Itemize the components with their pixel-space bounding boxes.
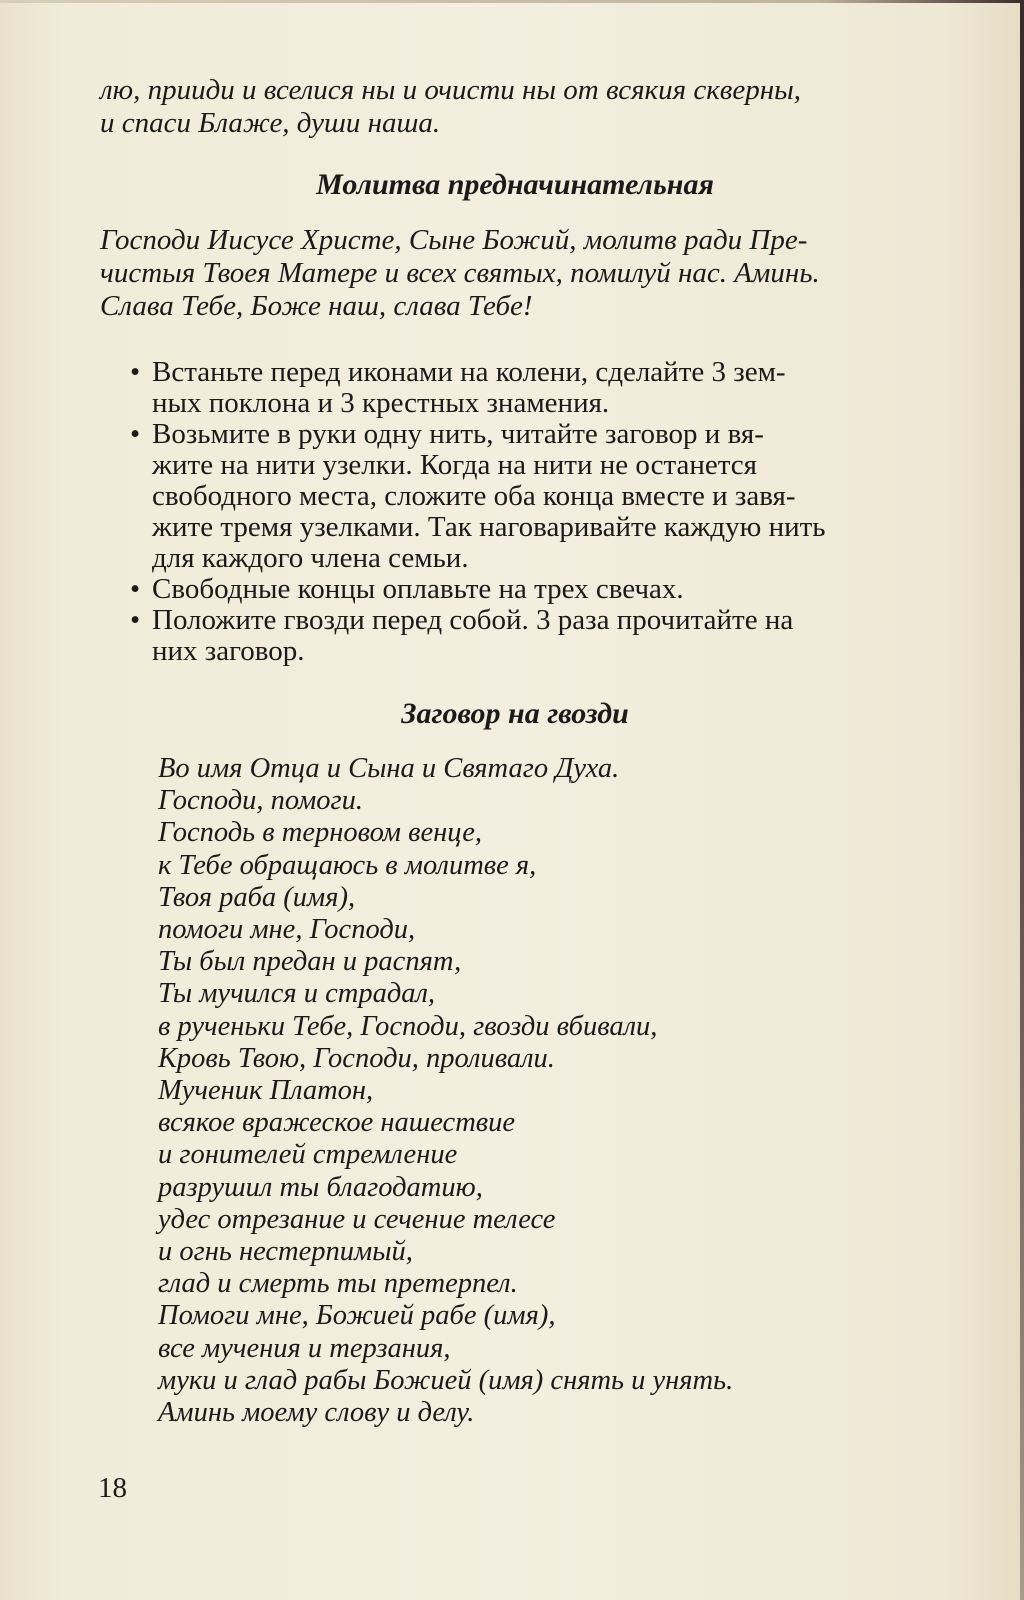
intro-paragraph	[100, 74, 930, 140]
verse-line: и огнь нестерпимый,	[158, 1236, 413, 1268]
heading-spell: Заговор на гвозди	[401, 697, 629, 730]
text-line: лю, прииди и вселися ны и очисти ны от всякия скверны,	[100, 74, 802, 106]
instruction-item	[100, 605, 930, 667]
verse-line: Во имя Отца и Сына и Святаго Духа.	[158, 753, 620, 784]
bullet-icon: •	[130, 418, 141, 450]
verse-line: в рученьки Тебе, Господи, гвозди вбивали,	[158, 1010, 658, 1042]
verse-line: и гонителей стремление	[158, 1139, 458, 1171]
page-content	[100, 74, 930, 1429]
verse-line: удес отрезание и сечение телесе	[158, 1203, 556, 1235]
text-line: Возьмите в руки одну нить, читайте заговор и вя-	[152, 418, 764, 450]
verse-line: помоги мне, Господи,	[158, 914, 416, 946]
prayer-paragraph	[100, 224, 930, 323]
verse-line: глад и смерть ты претерпел.	[158, 1268, 518, 1300]
instruction-item	[100, 574, 930, 605]
text-line: Слава Тебе, Боже наш, слава Тебе!	[100, 290, 533, 322]
text-line: жите тремя узелками. Так наговаривайте каждую нить	[152, 511, 826, 543]
verse-line: все мучения и терзания,	[158, 1332, 451, 1364]
spell-verse	[158, 753, 930, 1429]
text-line: жите на нити узелки. Когда на нити не останется	[152, 449, 757, 481]
verse-line: Ты был предан и распят,	[158, 946, 462, 978]
page-number: 18	[98, 1472, 127, 1504]
verse-line: Кровь Твою, Господи, проливали.	[158, 1042, 555, 1074]
verse-line: Господь в терновом венце,	[158, 817, 483, 849]
instruction-item	[100, 419, 930, 574]
verse-line: Мученик Платон,	[158, 1075, 374, 1107]
text-line: Положите гвозди перед собой. 3 раза прочитайте на	[152, 604, 794, 636]
page-top-edge	[0, 0, 1024, 3]
text-line: свободного места, сложите оба конца вместе и завя-	[152, 480, 796, 512]
verse-line: Помоги мне, Божией рабе (имя),	[158, 1300, 556, 1332]
verse-line: Твоя раба (имя),	[158, 881, 356, 913]
text-line: ных поклона и 3 крестных знамения.	[152, 387, 610, 419]
verse-line: муки и глад рабы Божией (имя) снять и унять.	[158, 1364, 734, 1396]
text-line: Свободные концы оплавьте на трех свечах.	[152, 573, 684, 605]
text-line: чистыя Твоея Матере и всех святых, помилуй нас. Аминь.	[100, 257, 820, 289]
text-line: Встаньте перед иконами на колени, сделайте 3 зем-	[152, 356, 786, 388]
page-right-edge	[1020, 0, 1024, 1600]
text-line: и спаси Блаже, души наша.	[100, 107, 441, 139]
text-line: для каждого члена семьи.	[152, 542, 469, 574]
heading-prayer: Молитва предначинательная	[316, 168, 714, 201]
verse-line: разрушил ты благодатию,	[158, 1171, 483, 1203]
bullet-icon: •	[130, 573, 141, 605]
verse-line: Господи, помоги.	[158, 785, 364, 817]
verse-line: Ты мучился и страдал,	[158, 978, 436, 1010]
bullet-icon: •	[130, 356, 141, 388]
text-line: Господи Иисусе Христе, Сыне Божий, молитв ради Пре-	[100, 224, 808, 256]
verse-line: всякое вражеское нашествие	[158, 1107, 516, 1139]
text-line: них заговор.	[152, 635, 305, 667]
verse-line: Аминь моему слову и делу.	[158, 1397, 475, 1429]
instruction-item	[100, 357, 930, 419]
instruction-list	[100, 357, 930, 667]
verse-line: к Тебе обращаюсь в молитве я,	[158, 849, 537, 881]
bullet-icon: •	[130, 604, 141, 636]
